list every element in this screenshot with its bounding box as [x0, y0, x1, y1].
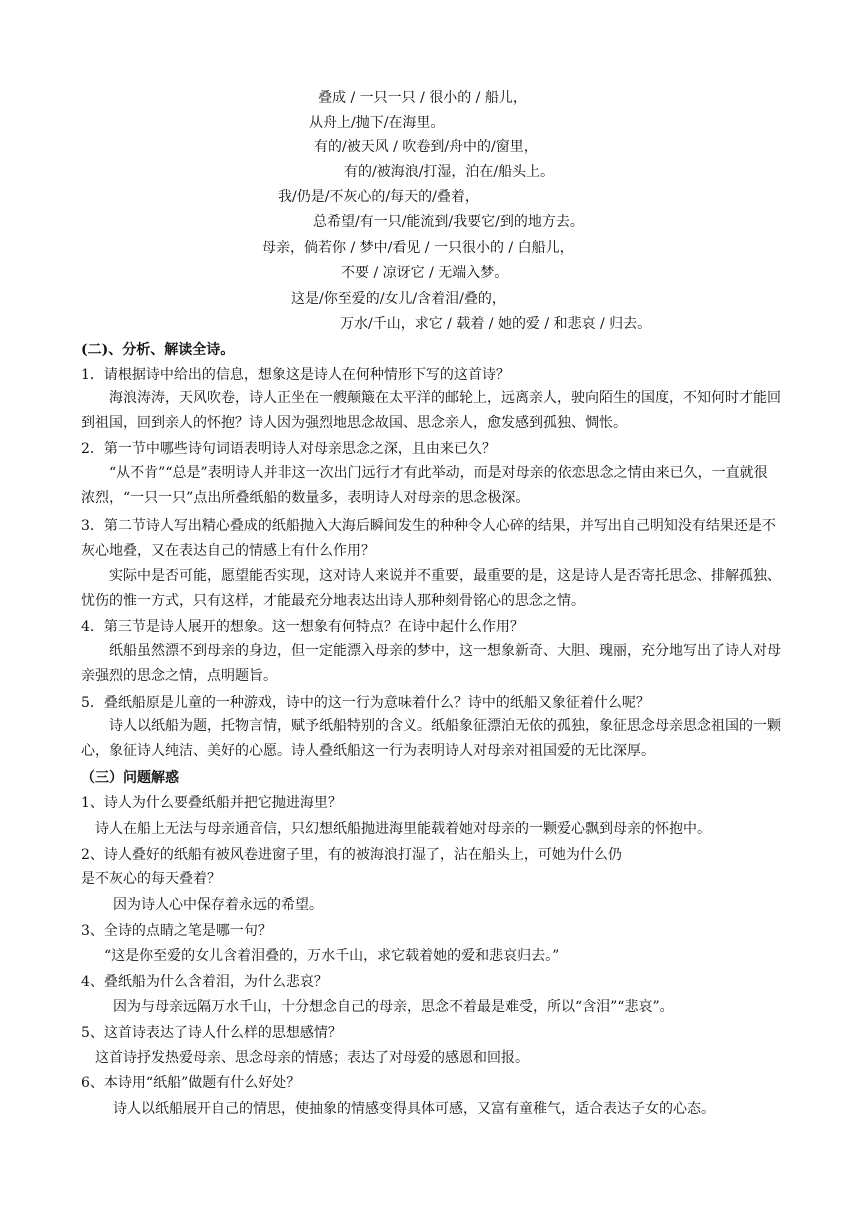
- section-heading: （三）问题解惑: [81, 770, 179, 786]
- question: 2．第一节中哪些诗句词语表明诗人对母亲思念之深，且由来已久？: [81, 441, 496, 457]
- question: 1．请根据诗中给出的信息，想象这是诗人在何种情形下写的这首诗？: [81, 367, 510, 383]
- answer: 纸船虽然漂不到母亲的身边，但一定能漂入母亲的梦中，这一想象新奇、大胆、瑰丽，充分地写出了诗人对母亲强烈的思念之情，点明题旨。: [81, 643, 781, 684]
- poem-line: 总希望/有一只/能流到/我要它/到的地方去。: [313, 214, 584, 230]
- poem-line: 我/仍是/不灰心的/每天的/叠着，: [278, 189, 479, 205]
- question-continued: 是不灰心的每天叠着？: [81, 871, 221, 887]
- answer: 因为与母亲远隔万水千山，十分想念自己的母亲，思念不着最是难受，所以“含泪”“悲哀”。: [113, 999, 674, 1015]
- poem-line: 万水/千山，求它 / 载着 / 她的爱 / 和悲哀 / 归去。: [340, 316, 652, 332]
- answer: “这是你至爱的女儿含着泪叠的，万水千山，求它载着她的爱和悲哀归去。”: [104, 948, 560, 964]
- answer: 这首诗抒发热爱母亲、思念母亲的情感；表达了对母爱的感恩和回报。: [95, 1050, 529, 1066]
- answer: 实际中是否可能，愿望能否实现，这对诗人来说并不重要，最重要的是，这是诗人是否寄托思念、排解孤独、忧伤的惟一方式，只有这样，才能最充分地表达出诗人那种刻骨铭心的思念之情。: [81, 568, 781, 609]
- question: 4．第三节是诗人展开的想象。这一想象有何特点？在诗中起什么作用？: [81, 619, 524, 635]
- poem-line: 从舟上/抛下/在海里。: [309, 115, 445, 131]
- answer: 海浪涛涛，天风吹卷，诗人正坐在一艘颠簸在太平洋的邮轮上，远离亲人，驶向陌生的国度，不知何时才能回到祖国，回到亲人的怀抱？诗人因为强烈地思念故国、思念亲人，愈发感到孤独、惆怅。: [81, 390, 781, 431]
- answer: “从不肯”“总是”表明诗人并非这一次出门远行才有此举动，而是对母亲的依恋思念之情由来已久，一直就很浓烈，“一只一只”点出所叠纸船的数量多，表明诗人对母亲的思念极深。: [81, 465, 768, 506]
- question: 3．第二节诗人写出精心叠成的纸船抛入大海后瞬间发生的种种令人心碎的结果，并写出自己明知没有结果还是不灰心地叠，又在表达自己的情感上有什么作用？: [81, 518, 776, 559]
- question: 4、叠纸船为什么含着泪，为什么悲哀？: [81, 974, 328, 990]
- poem-line: 不要 / 凉讶它 / 无端入梦。: [341, 265, 509, 281]
- question: 5．叠纸船原是儿童的一种游戏，诗中的这一行为意味着什么？诗中的纸船又象征着什么呢？: [81, 695, 650, 711]
- poem-line: 母亲，倘若你 / 梦中/看见 / 一只很小的 / 白船儿，: [262, 240, 574, 256]
- question: 5、这首诗表达了诗人什么样的思想感情？: [81, 1025, 342, 1041]
- question: 2、诗人叠好的纸船有被风卷进窗子里，有的被海浪打湿了，沾在船头上，可她为什么仍: [81, 847, 622, 863]
- poem-line: 有的/被海浪/打湿，泊在/船头上。: [344, 164, 555, 180]
- question: 3、全诗的点睛之笔是哪一句？: [81, 923, 272, 939]
- answer: 诗人以纸船展开自己的情思，使抽象的情感变得具体可感，又富有童稚气，适合表达子女的心态。: [113, 1101, 715, 1117]
- poem-line: 有的/被天风 / 吹卷到/舟中的/窗里，: [314, 139, 538, 155]
- answer: 诗人在船上无法与母亲通音信，只幻想纸船抛进海里能载着她对母亲的一颗爱心飘到母亲的怀抱中。: [95, 821, 711, 837]
- poem-line: 叠成 / 一只一只 / 很小的 / 船儿，: [318, 90, 527, 106]
- answer: 因为诗人心中保存着永远的希望。: [113, 897, 323, 913]
- section-heading: (二)、分析、解读全诗。: [81, 342, 235, 358]
- question: 1、诗人为什么要叠纸船并把它抛进海里？: [81, 795, 342, 811]
- poem-line: 这是/你至爱的/女儿/含着泪/叠的，: [291, 291, 506, 307]
- question: 6、本诗用“纸船”做题有什么好处？: [81, 1075, 301, 1091]
- answer: 诗人以纸船为题，托物言情，赋予纸船特别的含义。纸船象征漂泊无依的孤独，象征思念母亲思念祖国的一颗心，象征诗人纯洁、美好的心愿。诗人叠纸船这一行为表明诗人对母亲对祖国爱的无比深厚。: [81, 718, 781, 759]
